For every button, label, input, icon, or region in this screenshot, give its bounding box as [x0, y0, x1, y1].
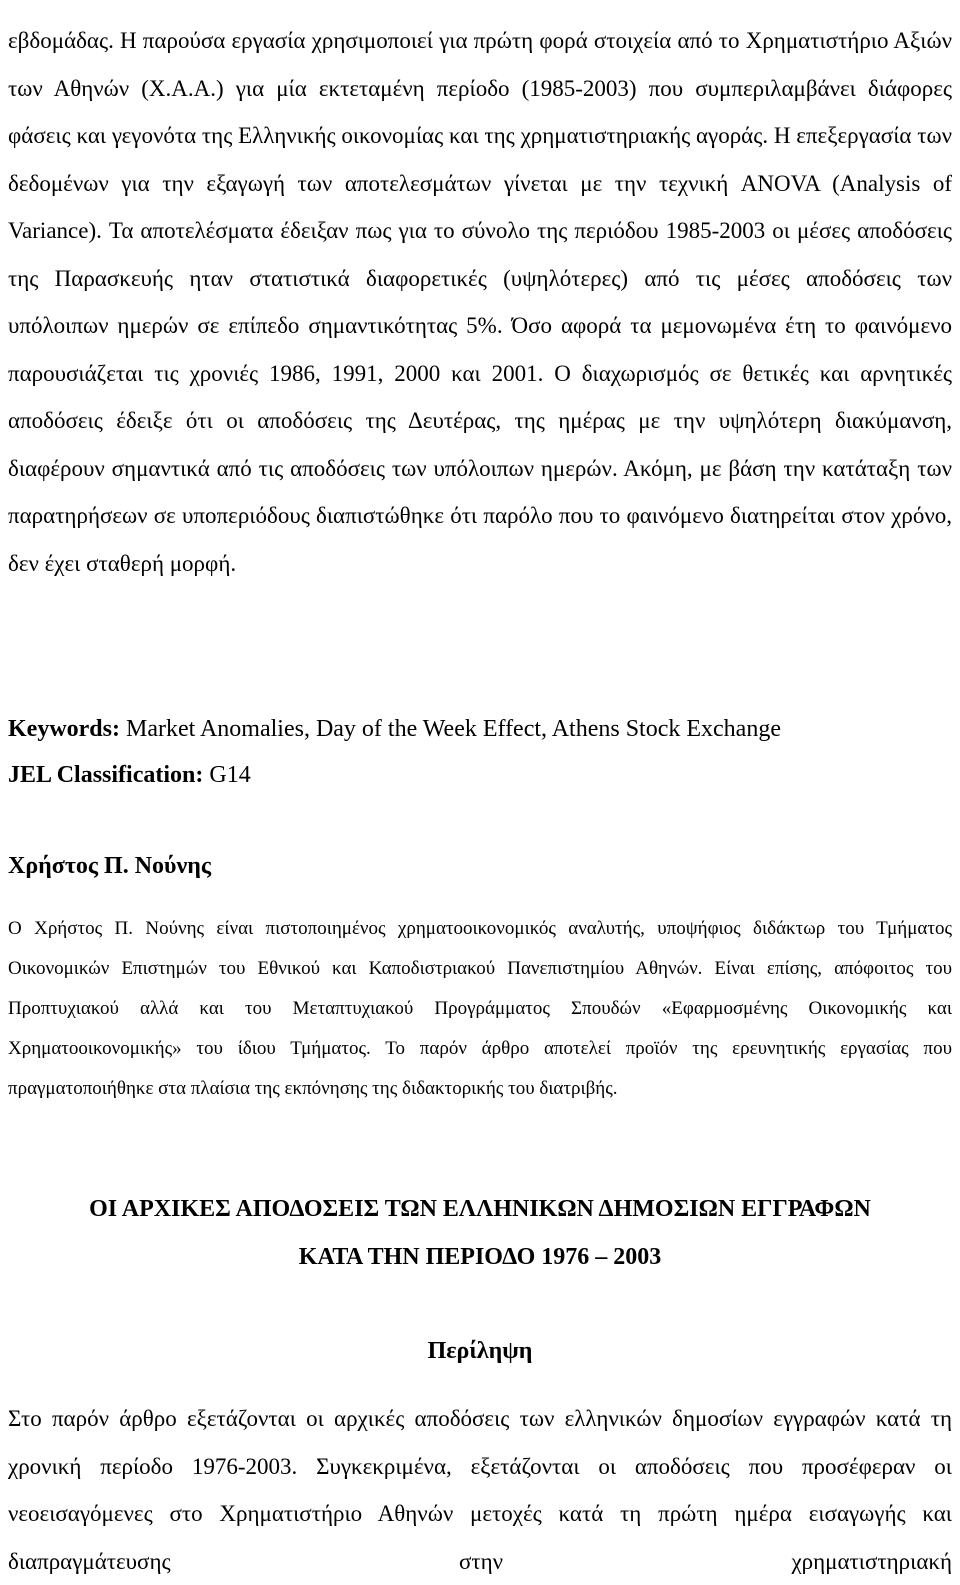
keywords-block [8, 706, 952, 798]
abstract-paragraph: εβδομάδας. Η παρούσα εργασία χρησιμοποιεί για πρώτη φορά στοιχεία από το Χρηματιστήριο Αξιών των Αθηνών (Χ.Α.Α.) για μία εκτεταμένη περίοδο (1985-2003) που συμπεριλαμβάνει διάφορες φάσεις και γεγονότα της Ελληνικής οικονομίας και της χρηματιστηριακής αγοράς. Η επεξεργασία των δεδομένων για την εξαγωγή των αποτελεσμάτων γίνεται με την τεχνική ANOVA (Analysis of Variance). Τα αποτελέσματα έδειξαν πως για το σύνολο της περιόδου 1985-2003 οι μέσες αποδόσεις της Παρασκευής ηταν στατιστικά διαφορετικές (υψηλότερες) από τις μέσες αποδόσεις των υπόλοιπων ημερών σε επίπεδο σημαντικότητας 5%. Όσο αφορά τα μεμονωμένα έτη το φαινόμενο παρουσιάζεται τις χρονιές 1986, 1991, 2000 και 2001. Ο διαχωρισμός σε θετικές και αρνητικές αποδόσεις έδειξε ότι οι αποδόσεις της Δευτέρας, της ημέρας με την υψηλότερη διακύμανση, διαφέρουν σημαντικά από τις αποδόσεις των υπόλοιπων ημερών. Ακόμη, με βάση την κατάταξη των παρατηρήσεων σε υποπεριόδους διαπιστώθηκε ότι παρόλο που το φαινόμενο διατηρείται στον χρόνο, δεν έχει σταθερή μορφή. [8, 28, 952, 576]
keywords-value: Market Anomalies, Day of the Week Effect, Athens Stock Exchange [119, 716, 781, 742]
article-title [8, 1185, 952, 1281]
author-bio: Ο Χρήστος Π. Νούνης είναι πιστοποιημένος χρηματοοικονομικός αναλυτής, υποψήφιος διδάκτωρ του Τμήματος Οικονομικών Επιστημών του Εθνικού και Καποδιστριακού Πανεπιστημίου Αθηνών. Είναι επίσης, απόφοιτος του Προπτυχιακού αλλά και του Μεταπτυχιακού Προγράμματος Σπουδών «Εφαρμοσμένης Οικονομικής και Χρηματοοικονομικής» του ίδιου Τμήματος. Το παρόν άρθρο αποτελεί προϊόν της ερευνητικής εργασίας που πραγματοποιήθηκε στα πλαίσια της εκπόνησης της διδακτορικής του διατριβής. [8, 918, 952, 1099]
jel-value: G14 [203, 762, 251, 788]
article-title-line-1: ΟΙ ΑΡΧΙΚΕΣ ΑΠΟΔΟΣΕΙΣ ΤΩΝ ΕΛΛΗΝΙΚΩΝ ΔΗΜΟΣΙΩΝ ΕΓΓΡΑΦΩΝ [89, 1196, 871, 1222]
keywords-label: Keywords: [8, 716, 120, 742]
article-title-line-2: ΚΑΤΑ ΤΗΝ ΠΕΡΙΟΔΟ 1976 – 2003 [298, 1244, 662, 1270]
jel-label: JEL Classification: [8, 762, 204, 788]
summary-heading: Περίληψη [427, 1338, 533, 1364]
jel-line [8, 752, 952, 798]
summary-paragraph: Στο παρόν άρθρο εξετάζονται οι αρχικές αποδόσεις των ελληνικών δημοσίων εγγραφών κατά τη χρονική περίοδο 1976-2003. Συγκεκριμένα, εξετάζονται οι αποδόσεις που προσέφεραν οι νεοεισαγόμενες στο Χρηματιστήριο Αθηνών μετοχές κατά τη πρώτη ημέρα εισαγωγής και διαπραγμάτευσης στην χρηματιστηριακή [8, 1406, 952, 1574]
keywords-line [8, 706, 952, 752]
author-name: Χρήστος Π. Νούνης [8, 853, 211, 879]
